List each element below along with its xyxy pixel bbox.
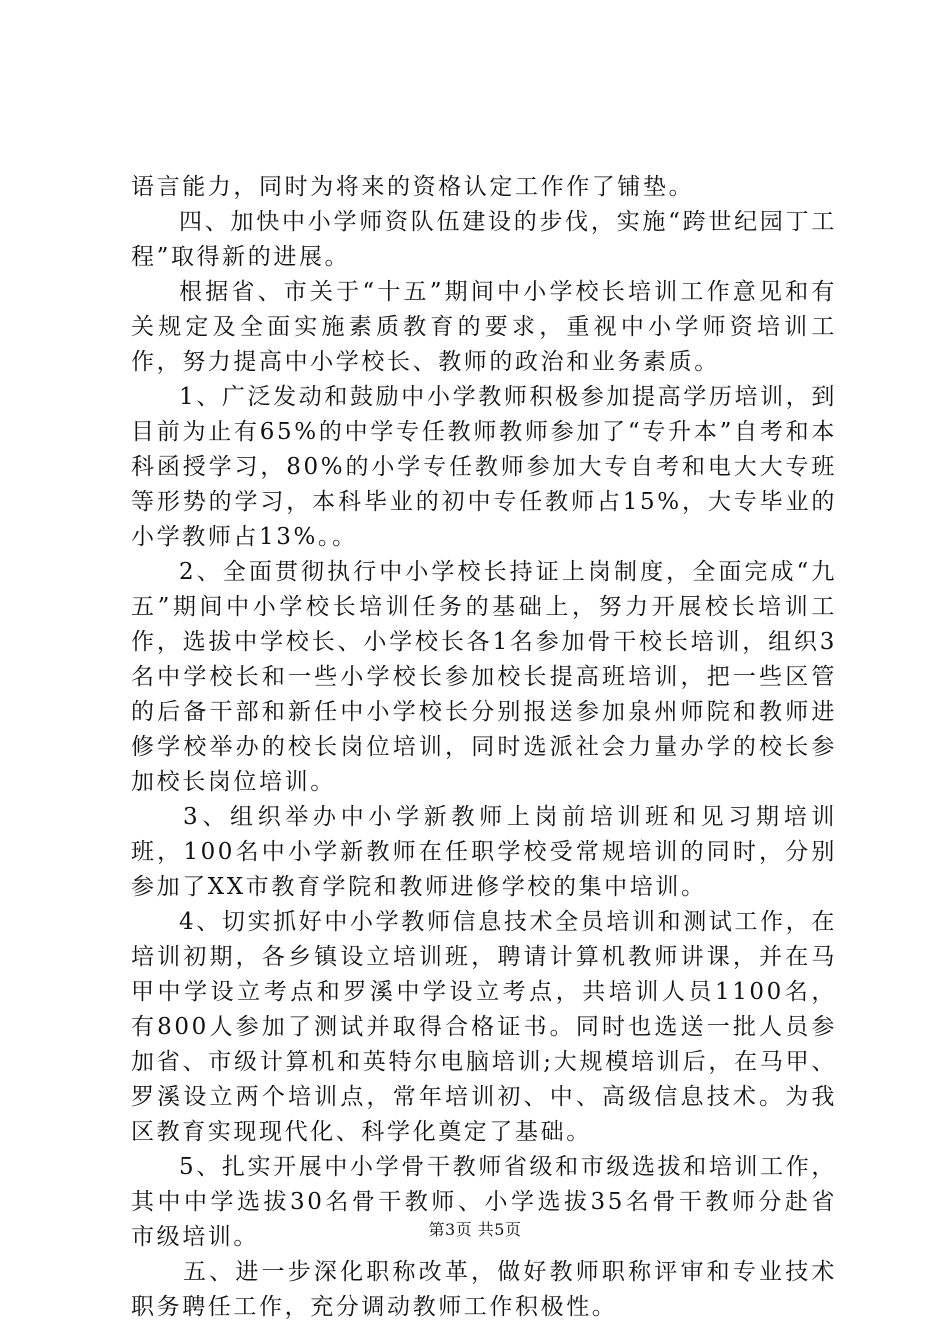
page-footer: 第3页 共5页 [428, 1220, 522, 1239]
list-item-2: 2、全面贯彻执行中小学校长持证上岗制度，全面完成“九五”期间中小学校长培训任务的基础上，努力开展校长培训工作，选拔中学校长、小学校长各1名参加骨干校长培训，组织3名中学校长和一些小学校长参加校长提高班培训，把一些区管的后备干部和新任中小学校长分别报送参加泉州师院和教师进修学校举办的校长岗位培训，同时选派社会力量办学的校长参加校长岗位培训。 [131, 559, 837, 795]
list-item-3: 3、组织举办中小学新教师上岗前培训班和见习期培训班，100名中小学新教师在任职学校受常规培训的同时，分别参加了XX市教育学院和教师进修学校的集中培训。 [131, 804, 837, 900]
paragraph-continuation: 语言能力，同时为将来的资格认定工作作了铺垫。 [131, 174, 695, 200]
list-item-1: 1、广泛发动和鼓励中小学教师积极参加提高学历培训，到目前为止有65%的中学专任教师教师参加了“专升本”自考和本科函授学习，80%的小学专任教师参加大专自考和电大大专班等形势的学习，本科毕业的初中专任教师占15%，大专毕业的小学教师占13%。。 [131, 384, 837, 550]
paragraph-intro: 根据省、市关于“十五”期间中小学校长培训工作意见和有关规定及全面实施素质教育的要求，重视中小学师资培训工作，努力提高中小学校长、教师的政治和业务素质。 [131, 279, 837, 375]
list-item-4: 4、切实抓好中小学教师信息技术全员培训和测试工作，在培训初期，各乡镇设立培训班，聘请计算机教师讲课，并在马甲中学设立考点和罗溪中学设立考点，共培训人员1100名，有800人参加了测试并取得合格证书。同时也选送一批人员参加省、市级计算机和英特尔电脑培训;大规模培训后，在马甲、罗溪设立两个培训点，常年培训初、中、高级信息技术。为我区教育实现现代化、科学化奠定了基础。 [131, 909, 837, 1145]
document-body [131, 170, 837, 1325]
list-item-5: 5、扎实开展中小学骨干教师省级和市级选拔和培训工作，其中中学选拔30名骨干教师、小学选拔35名骨干教师分赴省市级培训。 [131, 1154, 837, 1250]
section-heading-five: 五、进一步深化职称改革，做好教师职称评审和专业技术职务聘任工作，充分调动教师工作积极性。 [131, 1259, 837, 1320]
section-heading-four: 四、加快中小学师资队伍建设的步伐，实施“跨世纪园丁工程”取得新的进展。 [131, 209, 837, 270]
